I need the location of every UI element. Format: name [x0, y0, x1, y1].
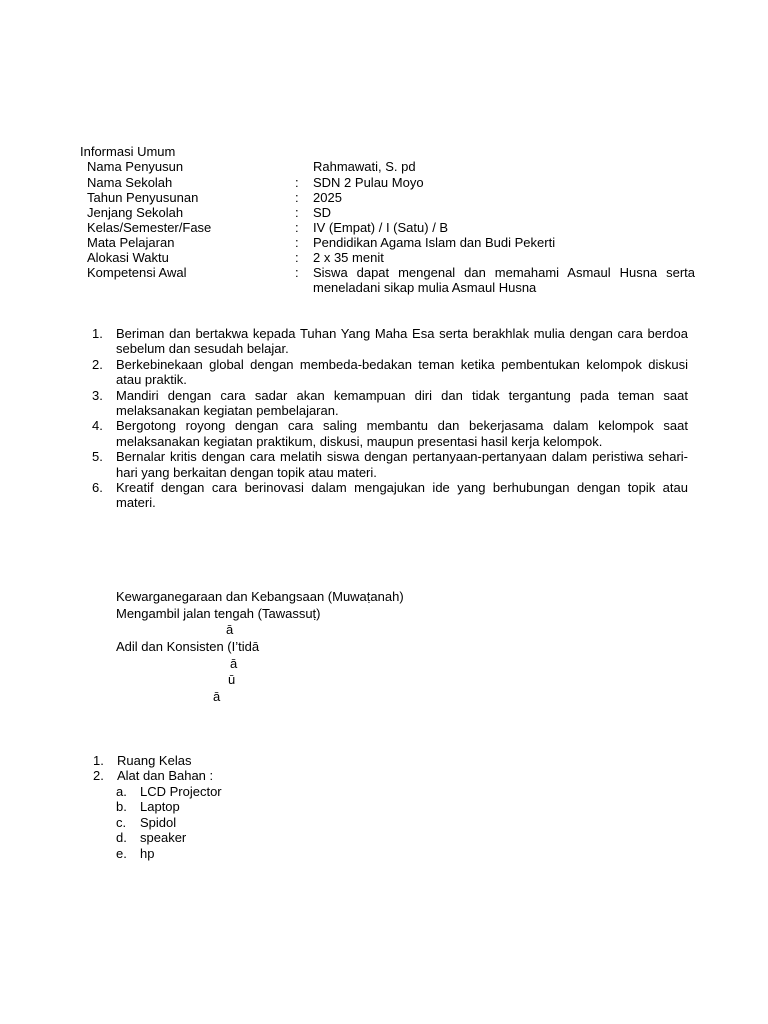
list-text: Bernalar kritis dengan cara melatih siswa dengan pertanyaan-pertanyaan dalam peristiwa sehari-hari yang berkaitan dengan topik atau materi.	[116, 449, 688, 480]
list-item	[88, 480, 688, 511]
info-row-mata-pelajaran	[87, 235, 697, 250]
list-text: Beriman dan bertakwa kepada Tuhan Yang Maha Esa serta berakhlak mulia dengan cara berdoa sebelum dan sesudah belajar.	[116, 326, 688, 357]
dimensi-fragment: ā	[213, 689, 221, 704]
info-colon: :	[295, 265, 299, 280]
info-label: Nama Sekolah	[87, 174, 173, 190]
list-text: Kreatif dengan cara berinovasi dalam mengajukan ide yang berhubungan dengan topik atau materi.	[116, 480, 688, 511]
info-value: SD	[313, 204, 332, 220]
info-colon: :	[295, 234, 299, 250]
info-colon: :	[295, 174, 299, 190]
list-number: 3.	[92, 387, 103, 403]
list-number: 2.	[92, 356, 103, 372]
dimensi-line: Kewarganegaraan dan Kebangsaan (Muwaṭanah)	[116, 589, 404, 604]
info-value: 2 x 35 menit	[313, 249, 384, 265]
info-label: Kompetensi Awal	[87, 265, 187, 280]
profil-pelajar-list	[88, 326, 688, 511]
list-text: Spidol	[140, 814, 177, 830]
info-label: Alokasi Waktu	[87, 249, 169, 265]
list-item	[88, 388, 688, 419]
list-number: 6.	[92, 480, 103, 496]
list-letter: a.	[116, 784, 127, 799]
dimensi-line: Mengambil jalan tengah (Tawassuṭ)	[116, 606, 321, 621]
dimensi-fragment: ā	[230, 656, 238, 671]
list-item	[88, 357, 688, 388]
info-value: SDN 2 Pulau Moyo	[313, 174, 424, 190]
list-number: 1.	[92, 326, 103, 341]
list-text: Bergotong royong dengan cara saling membantu dan bekerjasama dalam kelompok saat melaksanakan kegiatan praktikum, diskusi, maupun presentasi hasil kerja kelompok.	[116, 418, 688, 449]
info-value: Pendidikan Agama Islam dan Budi Pekerti	[313, 234, 556, 250]
info-label: Nama Penyusun	[87, 159, 184, 174]
list-letter: d.	[116, 830, 127, 846]
info-row-kompetensi-awal	[87, 265, 697, 296]
info-value: Rahmawati, S. pd	[313, 159, 416, 174]
info-value: Siswa dapat mengenal dan memahami Asmaul Husna serta meneladani sikap mulia Asmaul Husna	[313, 265, 695, 296]
info-label: Tahun Penyusunan	[87, 189, 199, 205]
info-label: Jenjang Sekolah	[87, 204, 184, 220]
info-colon: :	[295, 249, 299, 265]
info-row-alokasi-waktu	[87, 250, 697, 265]
list-item	[88, 418, 688, 449]
list-number: 5.	[92, 449, 103, 465]
list-number: 2.	[93, 768, 104, 784]
list-text: Mandiri dengan cara sadar akan kemampuan diri dan tidak tergantung pada teman saat melaksanakan kegiatan pembelajaran.	[116, 387, 688, 419]
info-colon: :	[295, 204, 299, 220]
list-text: LCD Projector	[140, 784, 222, 799]
list-item	[88, 449, 688, 480]
list-number: 1.	[93, 753, 104, 768]
info-colon: :	[295, 219, 299, 235]
list-text: hp	[140, 845, 155, 861]
info-label: Mata Pelajaran	[87, 234, 175, 250]
info-row-kelas-semester-fase	[87, 220, 697, 235]
info-row-nama-sekolah	[87, 175, 697, 190]
list-text: Alat dan Bahan :	[117, 768, 214, 784]
list-text: Laptop	[140, 799, 180, 815]
section-heading-informasi-umum: Informasi Umum	[80, 144, 176, 159]
dimensi-line: Adil dan Konsisten (I’tidā	[116, 639, 260, 654]
info-value: 2025	[313, 189, 342, 205]
list-letter: b.	[116, 799, 127, 815]
list-text: Ruang Kelas	[117, 753, 192, 768]
dimensi-fragment: ā	[226, 622, 234, 637]
info-colon: :	[295, 189, 299, 205]
list-text: speaker	[140, 830, 187, 846]
info-value: IV (Empat) / I (Satu) / B	[313, 219, 449, 235]
list-letter: c.	[116, 814, 127, 830]
list-letter: e.	[116, 845, 127, 861]
info-row-jenjang-sekolah	[87, 205, 697, 220]
list-item	[88, 326, 688, 357]
list-number: 4.	[92, 418, 103, 434]
info-row-tahun-penyusunan	[87, 190, 697, 205]
dimensi-fragment: ū	[228, 672, 236, 687]
info-label: Kelas/Semester/Fase	[87, 219, 212, 235]
list-text: Berkebinekaan global dengan membeda-bedakan teman ketika pembentukan kelompok diskusi atau praktik.	[116, 356, 688, 388]
info-row-nama-penyusun	[87, 159, 697, 174]
